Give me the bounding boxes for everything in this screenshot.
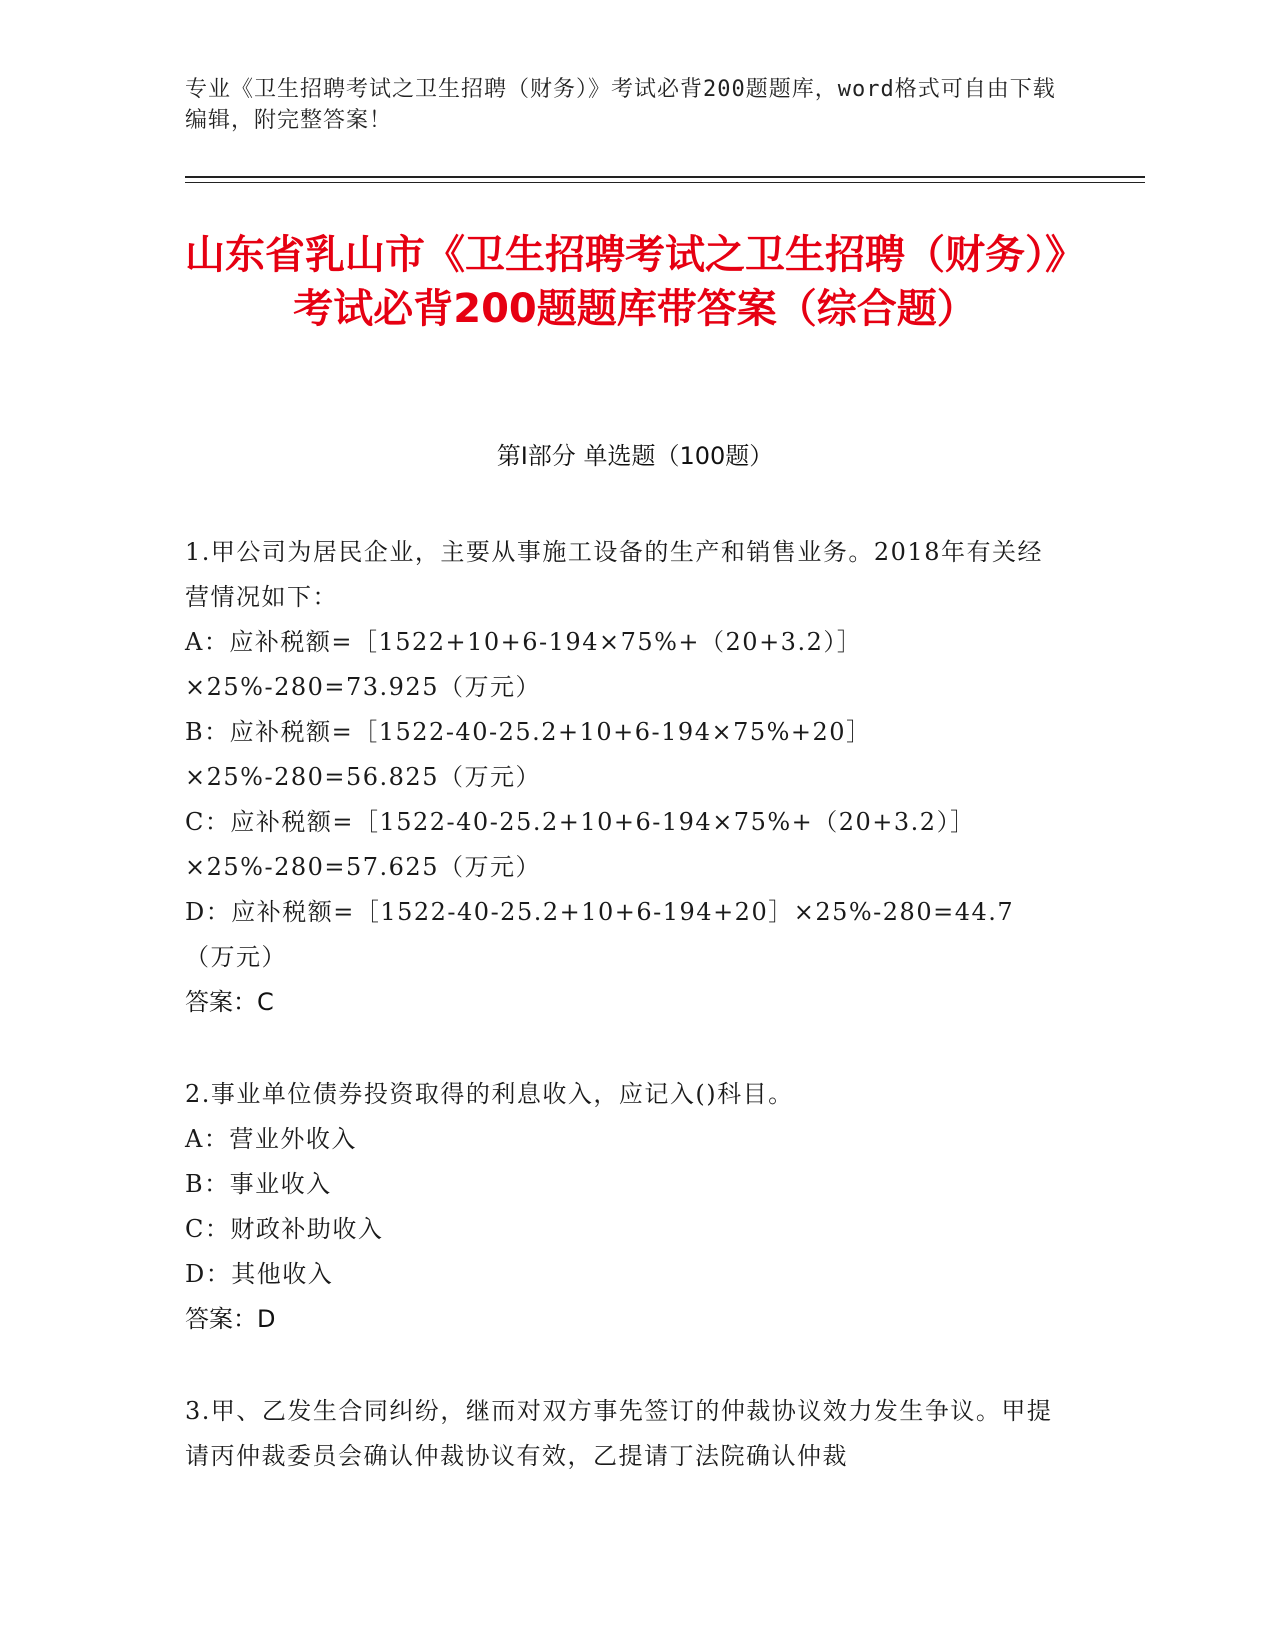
header-note: 专业《卫生招聘考试之卫生招聘（财务）》考试必背200题题库，word格式可自由下载编辑，附完整答案！: [185, 77, 1056, 133]
question-list: [185, 530, 1065, 1526]
question-option-d: D：其他收入: [185, 1260, 334, 1288]
question-stem: 2.事业单位债券投资取得的利息收入，应记入()科目。: [185, 1080, 794, 1108]
question-option-c: C：财政补助收入: [185, 1215, 384, 1243]
question-answer: 答案：D: [185, 1305, 276, 1333]
question-stem: 3.甲、乙发生合同纠纷，继而对双方事先签订的仲裁协议效力发生争议。甲提请丙仲裁委员会确认仲裁协议有效，乙提请丁法院确认仲裁: [185, 1397, 1053, 1470]
question-option-a: A：应补税额=［1522+10+6-194×75%+（20+3.2）］×25%-280=73.925（万元）: [185, 628, 863, 701]
question-option-a: A：营业外收入: [185, 1125, 357, 1153]
header-rule-thick: [185, 176, 1145, 178]
question-option-c: C：应补税额=［1522-40-25.2+10+6-194×75%+（20+3.2）］×25%-280=57.625（万元）: [185, 808, 976, 881]
question-1: [185, 530, 1065, 1025]
question-option-d: D：应补税额=［1522-40-25.2+10+6-194+20］×25%-280=44.7（万元）: [185, 898, 1015, 971]
question-option-b: B：应补税额=［1522-40-25.2+10+6-194×75%+20］×25%-280=56.825（万元）: [185, 718, 872, 791]
document-title: 山东省乳山市《卫生招聘考试之卫生招聘（财务）》考试必背200题题库带答案（综合题）: [185, 232, 1085, 332]
question-answer: 答案：C: [185, 988, 274, 1016]
question-stem: 1.甲公司为居民企业，主要从事施工设备的生产和销售业务。2018年有关经营情况如下：: [185, 538, 1043, 611]
header-rule-thin: [185, 182, 1145, 183]
question-3: [185, 1389, 1065, 1479]
question-option-b: B：事业收入: [185, 1170, 332, 1198]
section-heading: 第I部分 单选题（100题）: [496, 442, 774, 470]
question-2: [185, 1072, 1065, 1342]
